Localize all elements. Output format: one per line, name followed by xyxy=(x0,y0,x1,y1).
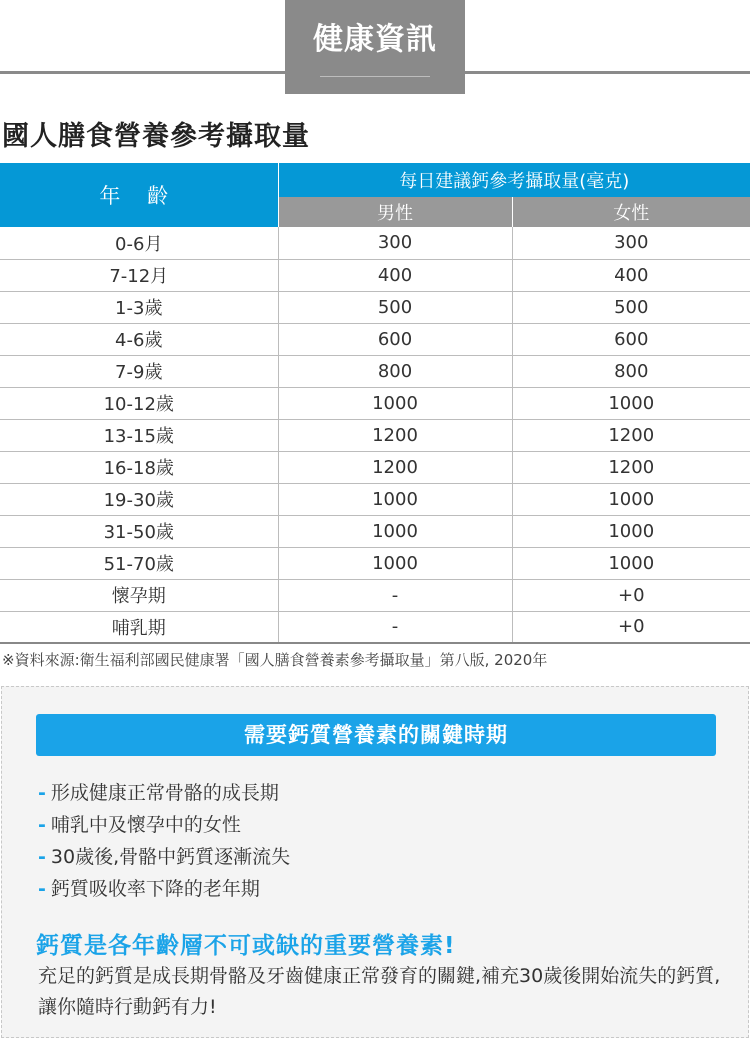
list-item-text: 30歲後,骨骼中鈣質逐漸流失 xyxy=(50,846,291,868)
age-cell: 7-9歲 xyxy=(0,355,278,387)
female-value-cell: 800 xyxy=(512,355,750,387)
table-row xyxy=(0,483,750,515)
female-value-cell: 1000 xyxy=(512,387,750,419)
male-value-cell: 1000 xyxy=(278,515,512,547)
table-row xyxy=(0,259,750,291)
header-title: 健康資訊 xyxy=(313,22,437,57)
list-item-text: 形成健康正常骨骼的成長期 xyxy=(50,782,279,804)
female-value-cell: 1000 xyxy=(512,515,750,547)
age-cell: 31-50歲 xyxy=(0,515,278,547)
bullet-marker: - xyxy=(38,878,46,900)
bullet-list xyxy=(38,777,290,905)
female-value-cell: +0 xyxy=(512,579,750,611)
age-cell: 哺乳期 xyxy=(0,611,278,643)
body-text: 充足的鈣質是成長期骨骼及牙齒健康正常發育的關鍵,補充30歲後開始流失的鈣質,讓你隨時行動鈣有力! xyxy=(38,965,721,1018)
age-cell: 19-30歲 xyxy=(0,483,278,515)
female-value-cell: 1200 xyxy=(512,451,750,483)
table-row xyxy=(0,323,750,355)
female-value-cell: +0 xyxy=(512,611,750,643)
age-cell: 4-6歲 xyxy=(0,323,278,355)
table-row xyxy=(0,419,750,451)
male-value-cell: 600 xyxy=(278,323,512,355)
female-column-header: 女性 xyxy=(512,197,750,227)
male-column-header: 男性 xyxy=(278,197,512,227)
bullet-marker: - xyxy=(38,782,46,804)
bullet-marker: - xyxy=(38,846,46,868)
table-row xyxy=(0,451,750,483)
bullet-marker: - xyxy=(38,814,46,836)
table-row xyxy=(0,579,750,611)
age-column-header: 年 齡 xyxy=(0,163,278,227)
table-row xyxy=(0,291,750,323)
age-cell: 13-15歲 xyxy=(0,419,278,451)
male-value-cell: - xyxy=(278,611,512,643)
female-value-cell: 500 xyxy=(512,291,750,323)
age-cell: 10-12歲 xyxy=(0,387,278,419)
male-value-cell: 1200 xyxy=(278,451,512,483)
header-tab-divider xyxy=(320,76,430,77)
male-value-cell: 1200 xyxy=(278,419,512,451)
male-value-cell: 400 xyxy=(278,259,512,291)
female-value-cell: 1000 xyxy=(512,547,750,579)
male-value-cell: 1000 xyxy=(278,387,512,419)
table-row xyxy=(0,547,750,579)
table-row xyxy=(0,611,750,643)
intake-group-header: 每日建議鈣參考攝取量(毫克) xyxy=(278,163,750,197)
table-row xyxy=(0,515,750,547)
male-value-cell: - xyxy=(278,579,512,611)
female-value-cell: 400 xyxy=(512,259,750,291)
info-banner: 需要鈣質營養素的關鍵時期 xyxy=(36,714,716,756)
list-item xyxy=(38,873,290,905)
age-cell: 7-12月 xyxy=(0,259,278,291)
source-note: ※資料來源:衛生福利部國民健康署「國人膳食營養素參考攝取量」第八版, 2020年 xyxy=(2,651,548,669)
highlight-heading: 鈣質是各年齡層不可或缺的重要營養素! xyxy=(36,933,456,959)
table-row xyxy=(0,355,750,387)
list-item xyxy=(38,809,290,841)
table-row xyxy=(0,387,750,419)
female-value-cell: 1000 xyxy=(512,483,750,515)
age-cell: 懷孕期 xyxy=(0,579,278,611)
info-box xyxy=(1,686,749,1038)
age-cell: 51-70歲 xyxy=(0,547,278,579)
male-value-cell: 500 xyxy=(278,291,512,323)
age-cell: 0-6月 xyxy=(0,227,278,259)
list-item-text: 鈣質吸收率下降的老年期 xyxy=(50,878,260,900)
header-tab xyxy=(285,0,465,94)
female-value-cell: 300 xyxy=(512,227,750,259)
list-item-text: 哺乳中及懷孕中的女性 xyxy=(50,814,241,836)
section-title: 國人膳食營養參考攝取量 xyxy=(2,121,310,152)
female-value-cell: 600 xyxy=(512,323,750,355)
age-cell: 16-18歲 xyxy=(0,451,278,483)
list-item xyxy=(38,841,290,873)
age-cell: 1-3歲 xyxy=(0,291,278,323)
intake-table-container xyxy=(0,163,750,644)
male-value-cell: 800 xyxy=(278,355,512,387)
male-value-cell: 1000 xyxy=(278,483,512,515)
intake-table xyxy=(0,163,750,644)
male-value-cell: 1000 xyxy=(278,547,512,579)
table-row xyxy=(0,227,750,259)
intake-table-body xyxy=(0,227,750,643)
list-item xyxy=(38,777,290,809)
female-value-cell: 1200 xyxy=(512,419,750,451)
male-value-cell: 300 xyxy=(278,227,512,259)
